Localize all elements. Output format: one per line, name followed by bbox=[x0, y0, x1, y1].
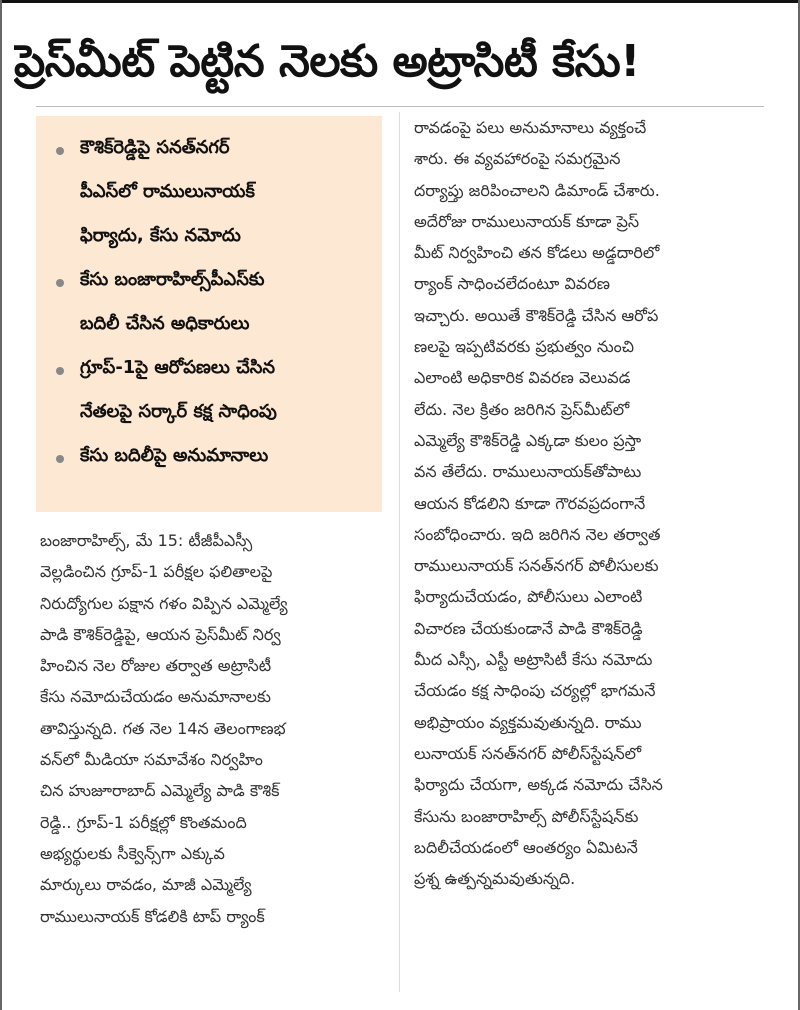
article-line: వన్‌లో మీడియా సమావేశం నిర్వహిం bbox=[40, 750, 263, 770]
article-line: హించిన నెల రోజుల తర్వాత అట్రాసిటీ bbox=[40, 656, 272, 676]
article-line: సంబోధించారు. ఇది జరిగిన నెల తర్వాత bbox=[414, 524, 661, 544]
highlight-line: నేతలపై సర్కార్ కక్ష సాధింపు bbox=[80, 401, 277, 422]
bullet-icon bbox=[56, 367, 64, 375]
article-line: బదిలీచేయడంలో ఆంతర్యం ఏమిటనే bbox=[414, 837, 638, 857]
highlight-line: కౌశిక్‌రెడ్డిపై సనత్‌నగర్ bbox=[80, 137, 230, 158]
article-line: కేసును బంజారాహిల్స్ పోలీస్‌స్టేషన్‌కు bbox=[414, 806, 639, 826]
highlight-line: బదిలీ చేసిన అధికారులు bbox=[80, 313, 250, 334]
article-column-right bbox=[414, 112, 784, 894]
highlight-line: ఫిర్యాదు, కేసు నమోదు bbox=[80, 225, 241, 246]
article-line: మార్కులు రావడం, మాజీ ఎమ్మెల్యే bbox=[40, 875, 252, 895]
highlight-item bbox=[50, 346, 368, 434]
left-border bbox=[0, 0, 2, 1010]
highlight-line: గ్రూప్-1పై ఆరోపణలు చేసిన bbox=[80, 357, 276, 378]
headline: ప్రెస్‌మీట్ పెట్టిన నెలకు అట్రాసిటీ కేసు! bbox=[14, 36, 640, 87]
article-line: వెల్లడించిన గ్రూప్-1 పరీక్షల ఫలితాలపై bbox=[40, 562, 273, 582]
article-line: లేదు. నెల క్రితం జరిగిన ప్రెస్‌మీట్‌లో bbox=[414, 399, 630, 419]
highlight-item bbox=[50, 258, 368, 346]
article-line: అభ్యర్థులకు సీక్వెన్స్‌గా ఎక్కువ bbox=[40, 843, 225, 863]
highlight-item bbox=[50, 434, 368, 478]
article-column-left bbox=[40, 525, 388, 932]
article-line: పాడి కౌశిక్‌రెడ్డిపై, ఆయన ప్రెస్‌మీట్ నిర్వ bbox=[40, 624, 281, 644]
article-line: ఎలాంటి అధికారిక వివరణ వెలువడ bbox=[414, 368, 631, 388]
article-line: రావడంపై పలు అనుమానాలు వ్యక్తంచే bbox=[414, 118, 647, 137]
article-line: ఫిర్యాదుచేయడం, పోలీసులు ఎలాంటి bbox=[414, 587, 643, 607]
bullet-icon bbox=[56, 455, 64, 463]
article-line: మీద ఎస్సీ, ఎస్టీ అట్రాసిటీ కేసు నమోదు bbox=[414, 650, 653, 670]
article-line: దర్యాప్తు జరిపించాలని డిమాండ్ చేశారు. bbox=[414, 180, 660, 200]
article-line: లునాయక్ సనత్‌నగర్ పోలీస్‌స్టేషన్‌లో bbox=[414, 743, 642, 763]
article-line: ప్రశ్న ఉత్పన్నమవుతున్నది. bbox=[414, 869, 576, 889]
highlight-line: పీఎస్‌లో రాములునాయక్ bbox=[80, 181, 255, 202]
top-rule bbox=[0, 0, 800, 3]
article-line: తావిస్తున్నది. గత నెల 14న తెలంగాణభ bbox=[40, 718, 286, 738]
article-line: అదేరోజు రాములునాయక్ కూడా ప్రెస్ bbox=[414, 211, 640, 231]
article-line: ఎమ్మెల్యే కౌశిక్‌రెడ్డి ఎక్కడా కులం ప్రస్తా bbox=[414, 430, 642, 450]
article-line: వన తేలేదు. రాములునాయక్‌తోపాటు bbox=[414, 462, 642, 482]
article-line: ఇచ్చారు. అయితే కౌశిక్‌రెడ్డి చేసిన ఆరోప bbox=[414, 305, 659, 325]
article-line: కేసు నమోదుచేయడం అనుమానాలకు bbox=[40, 687, 271, 707]
highlights-box bbox=[36, 116, 382, 512]
column-divider bbox=[399, 112, 400, 992]
highlight-line: కేసు బంజారాహిల్స్‌పీఎస్‌కు bbox=[80, 269, 265, 290]
highlight-item bbox=[50, 126, 368, 258]
article-line: బంజారాహిల్స్, మే 15: టీజీపీఎస్సీ bbox=[40, 531, 253, 550]
article-line: రెడ్డి.. గ్రూప్-1 పరీక్షల్లో కొంతమంది bbox=[40, 812, 247, 832]
article-line: విచారణ చేయకుండానే పాడి కౌశిక్‌రెడ్డి bbox=[414, 618, 643, 638]
article-line: ణలపై ఇప్పటివరకు ప్రభుత్వం నుంచి bbox=[414, 337, 634, 357]
article-line: అభిప్రాయం వ్యక్తమవుతున్నది. రాము bbox=[414, 712, 642, 732]
article-line: చిన హుజూరాబాద్ ఎమ్మెల్యే పాడి కౌశిక్ bbox=[40, 781, 280, 801]
article-line: రాములునాయక్ కోడలికి టాప్ ర్యాంక్ bbox=[40, 906, 265, 926]
headline-divider bbox=[36, 106, 764, 107]
bullet-icon bbox=[56, 279, 64, 287]
bullet-icon bbox=[56, 147, 64, 155]
article-line: ర్యాంక్ సాధించలేదంటూ వివరణ bbox=[414, 274, 610, 294]
article-line: మీట్ నిర్వహించి తన కోడలు అడ్డదారిలో bbox=[414, 243, 660, 263]
article-line: రాములునాయక్ సనత్‌నగర్ పోలీసులకు bbox=[414, 556, 659, 576]
article-line: శారు. ఈ వ్యవహారంపై సమగ్రమైన bbox=[414, 149, 621, 169]
article-line: ఫిర్యాదు చేయగా, అక్కడ నమోదు చేసిన bbox=[414, 775, 663, 795]
article-line: ఆయన కోడలిని కూడా గౌరవప్రదంగానే bbox=[414, 493, 646, 513]
article-line: నిరుద్యోగుల పక్షాన గళం విప్పిన ఎమ్మెల్యే bbox=[40, 593, 288, 613]
highlight-line: కేసు బదిలీపై అనుమానాలు bbox=[80, 445, 269, 466]
article-line: చేయడం కక్ష సాధింపు చర్యల్లో భాగమనే bbox=[414, 681, 656, 701]
